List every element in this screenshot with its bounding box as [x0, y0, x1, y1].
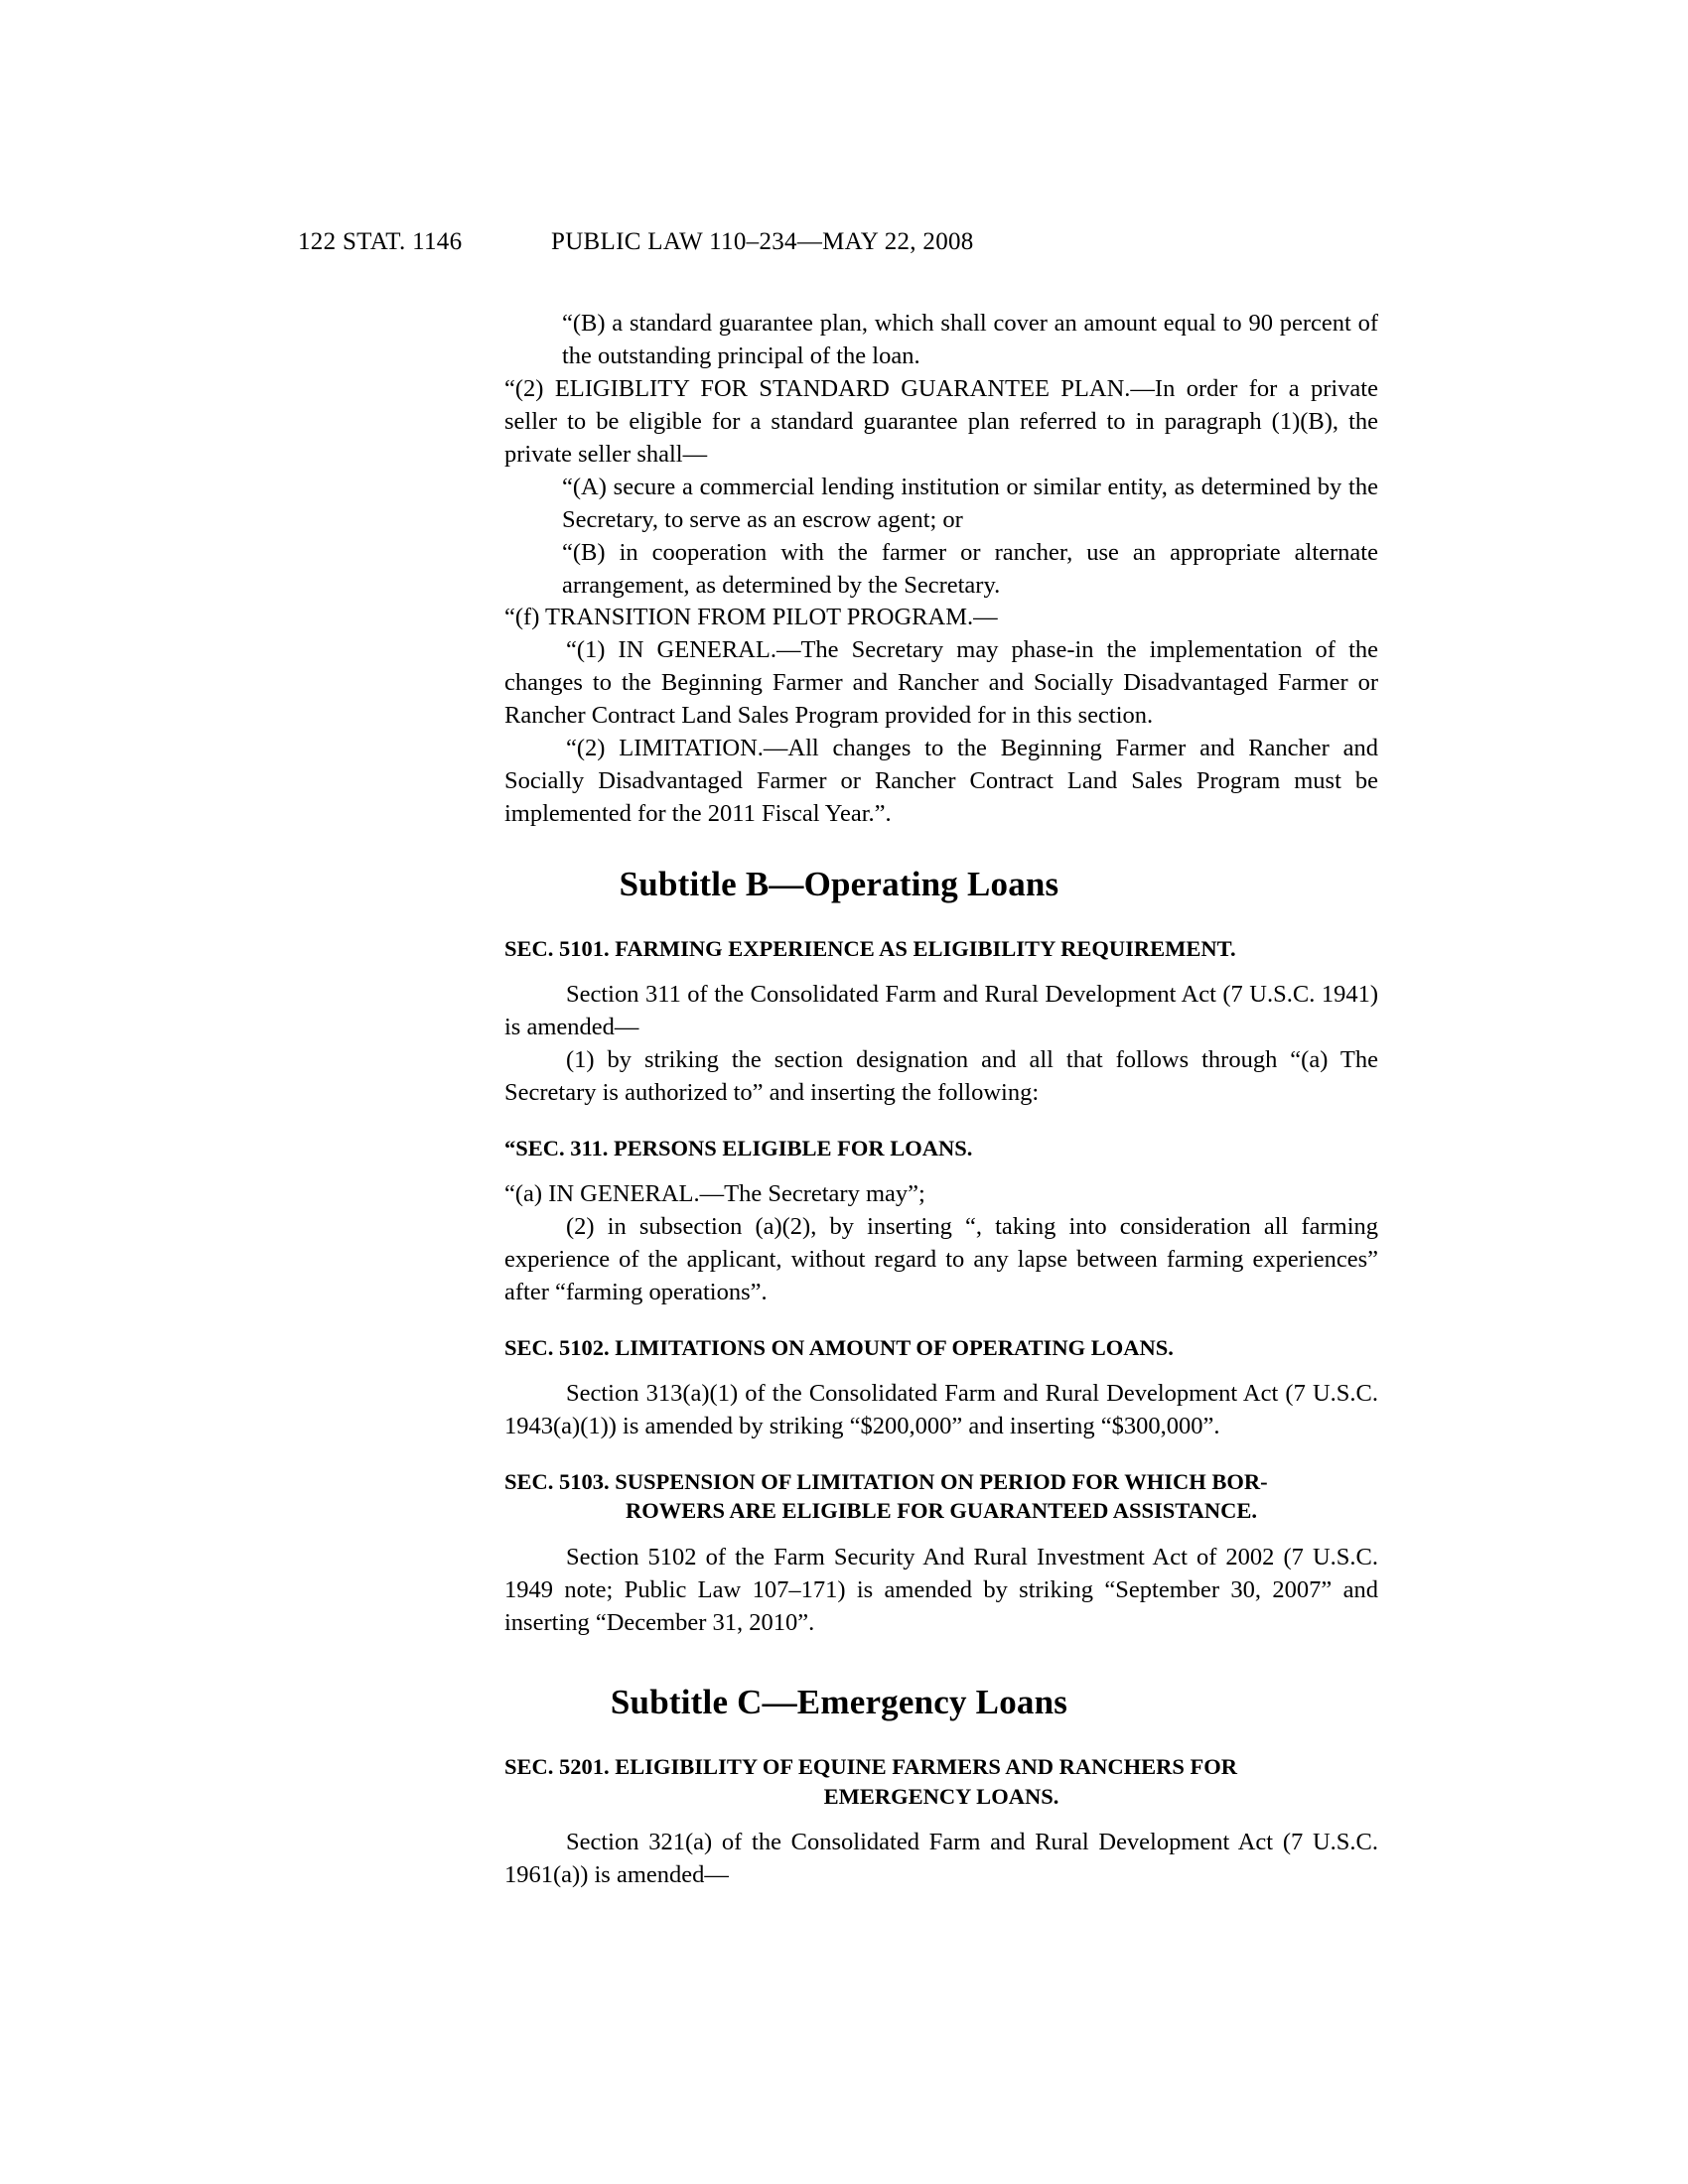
paragraph-2-eligibility	[504, 373, 1378, 472]
paragraph-1-lead: “(1) I	[566, 636, 627, 664]
paragraph-2-rest: .—In order for a private seller to be eligible for a standard guarantee plan referred to in paragraph (1)(B), the private seller shall—	[504, 374, 1378, 468]
quoted-section-311-subsection-a	[504, 1178, 1378, 1211]
page-content	[298, 228, 1380, 1892]
section-5201-heading-line1: SEC. 5201. ELIGIBILITY OF EQUINE FARMERS AND RANCHERS FOR	[504, 1754, 1238, 1780]
paragraph-2-limitation	[504, 733, 1378, 831]
section-5103-paragraph: Section 5102 of the Farm Security And Rural Investment Act of 2002 (7 U.S.C. 1949 note; Public Law 107–171) is amended by striking “September 30, 2007” and inserting “December 31, 2010”.	[504, 1543, 1378, 1636]
subtitle-b-heading: Subtitle B—Operating Loans	[619, 865, 1059, 903]
paragraph-2-smallcaps: LIGIBLITY FOR STANDARD GUARANTEE PLAN	[569, 374, 1125, 402]
section-5201-heading	[504, 1752, 1378, 1811]
section-5201-paragraph: Section 321(a) of the Consolidated Farm and Rural Development Act (7 U.S.C. 1961(a)) is amended—	[504, 1828, 1378, 1888]
quoted-a-lead: “(a) I	[504, 1180, 557, 1208]
section-5102-heading: SEC. 5102. LIMITATIONS ON AMOUNT OF OPERATING LOANS.	[504, 1335, 1174, 1360]
paragraph-f-smallcaps: RANSITION FROM PILOT PROGRAM	[560, 604, 967, 631]
statute-citation: 122 STAT. 1146	[298, 228, 463, 255]
section-5102-body	[504, 1378, 1378, 1443]
quoted-section-311-heading: “SEC. 311. PERSONS ELIGIBLE FOR LOANS.	[504, 1136, 973, 1160]
section-5102-paragraph: Section 313(a)(1) of the Consolidated Farm and Rural Development Act (7 U.S.C. 1943(a)(1)) is amended by striking “$200,000” and inserting “$300,000”.	[504, 1380, 1378, 1440]
section-5103-body	[504, 1542, 1378, 1640]
public-law-citation: PUBLIC LAW 110–234—MAY 22, 2008	[551, 228, 974, 255]
body-column-top	[504, 308, 1378, 831]
section-5101-heading: SEC. 5101. FARMING EXPERIENCE AS ELIGIBILITY REQUIREMENT.	[504, 936, 1236, 961]
section-5201-heading-line2: EMERGENCY LOANS.	[823, 1783, 1059, 1809]
paragraph-2-limitation-lead: “(2) L	[566, 735, 634, 762]
paragraph-2-lead: “(2) E	[504, 374, 570, 402]
running-head	[298, 228, 1380, 256]
paragraph-b-standard-guarantee: “(B) a standard guarantee plan, which shall cover an amount equal to 90 percent of the outstanding principal of the loan.	[562, 310, 1378, 369]
paragraph-2-limitation-rest: .—All changes to the Beginning Farmer and Rancher and Socially Disadvantaged Farmer or Rancher Contract Land Sales Program must be implemented for the 2011 Fiscal Year.”.	[504, 735, 1378, 828]
paragraph-2-limitation-smallcaps: IMITATION	[633, 735, 758, 762]
quoted-a-smallcaps: N GENERAL	[556, 1180, 694, 1208]
quoted-section-311-body	[504, 1178, 1378, 1309]
paragraph-f-transition	[504, 602, 1378, 634]
quoted-a-rest: .—The Secretary may”;	[693, 1180, 925, 1208]
paragraph-a-escrow-agent: “(A) secure a commercial lending institution or similar entity, as determined by the Secretary, to serve as an escrow agent; or	[562, 473, 1378, 533]
section-5101-paragraph-2: (1) by striking the section designation and all that follows through “(a) The Secretary is authorized to” and inserting the following:	[504, 1046, 1378, 1107]
section-5103-heading-line2: ROWERS ARE ELIGIBLE FOR GUARANTEED ASSISTANCE.	[626, 1498, 1257, 1524]
section-5103-heading	[504, 1467, 1378, 1526]
paragraph-1-smallcaps: N GENERAL	[626, 636, 771, 664]
section-5103-heading-line1: SEC. 5103. SUSPENSION OF LIMITATION ON PERIOD FOR WHICH BOR-	[504, 1469, 1268, 1495]
section-5101-paragraph-1: Section 311 of the Consolidated Farm and Rural Development Act (7 U.S.C. 1941) is amended—	[504, 981, 1378, 1041]
paragraph-b-alternate-arrangement: “(B) in cooperation with the farmer or rancher, use an appropriate alternate arrangement, as determined by the Secretary.	[562, 538, 1378, 599]
section-5101-paragraph-3: (2) in subsection (a)(2), by inserting “, taking into consideration all farming experience of the applicant, without regard to any lapse between farming experiences” after “farming operations”.	[504, 1213, 1378, 1306]
paragraph-1-rest: .—The Secretary may phase-in the implementation of the changes to the Beginning Farmer and Rancher and Socially Disadvantaged Farmer or Rancher Contract Land Sales Program provided for in this section.	[504, 636, 1379, 730]
subtitle-c-heading: Subtitle C—Emergency Loans	[610, 1683, 1068, 1722]
paragraph-f-rest: .—	[966, 604, 998, 631]
section-5101-body	[504, 979, 1378, 1110]
section-5201-body	[504, 1827, 1378, 1892]
paragraph-1-in-general	[504, 634, 1378, 733]
paragraph-f-lead: “(f) T	[504, 604, 560, 631]
